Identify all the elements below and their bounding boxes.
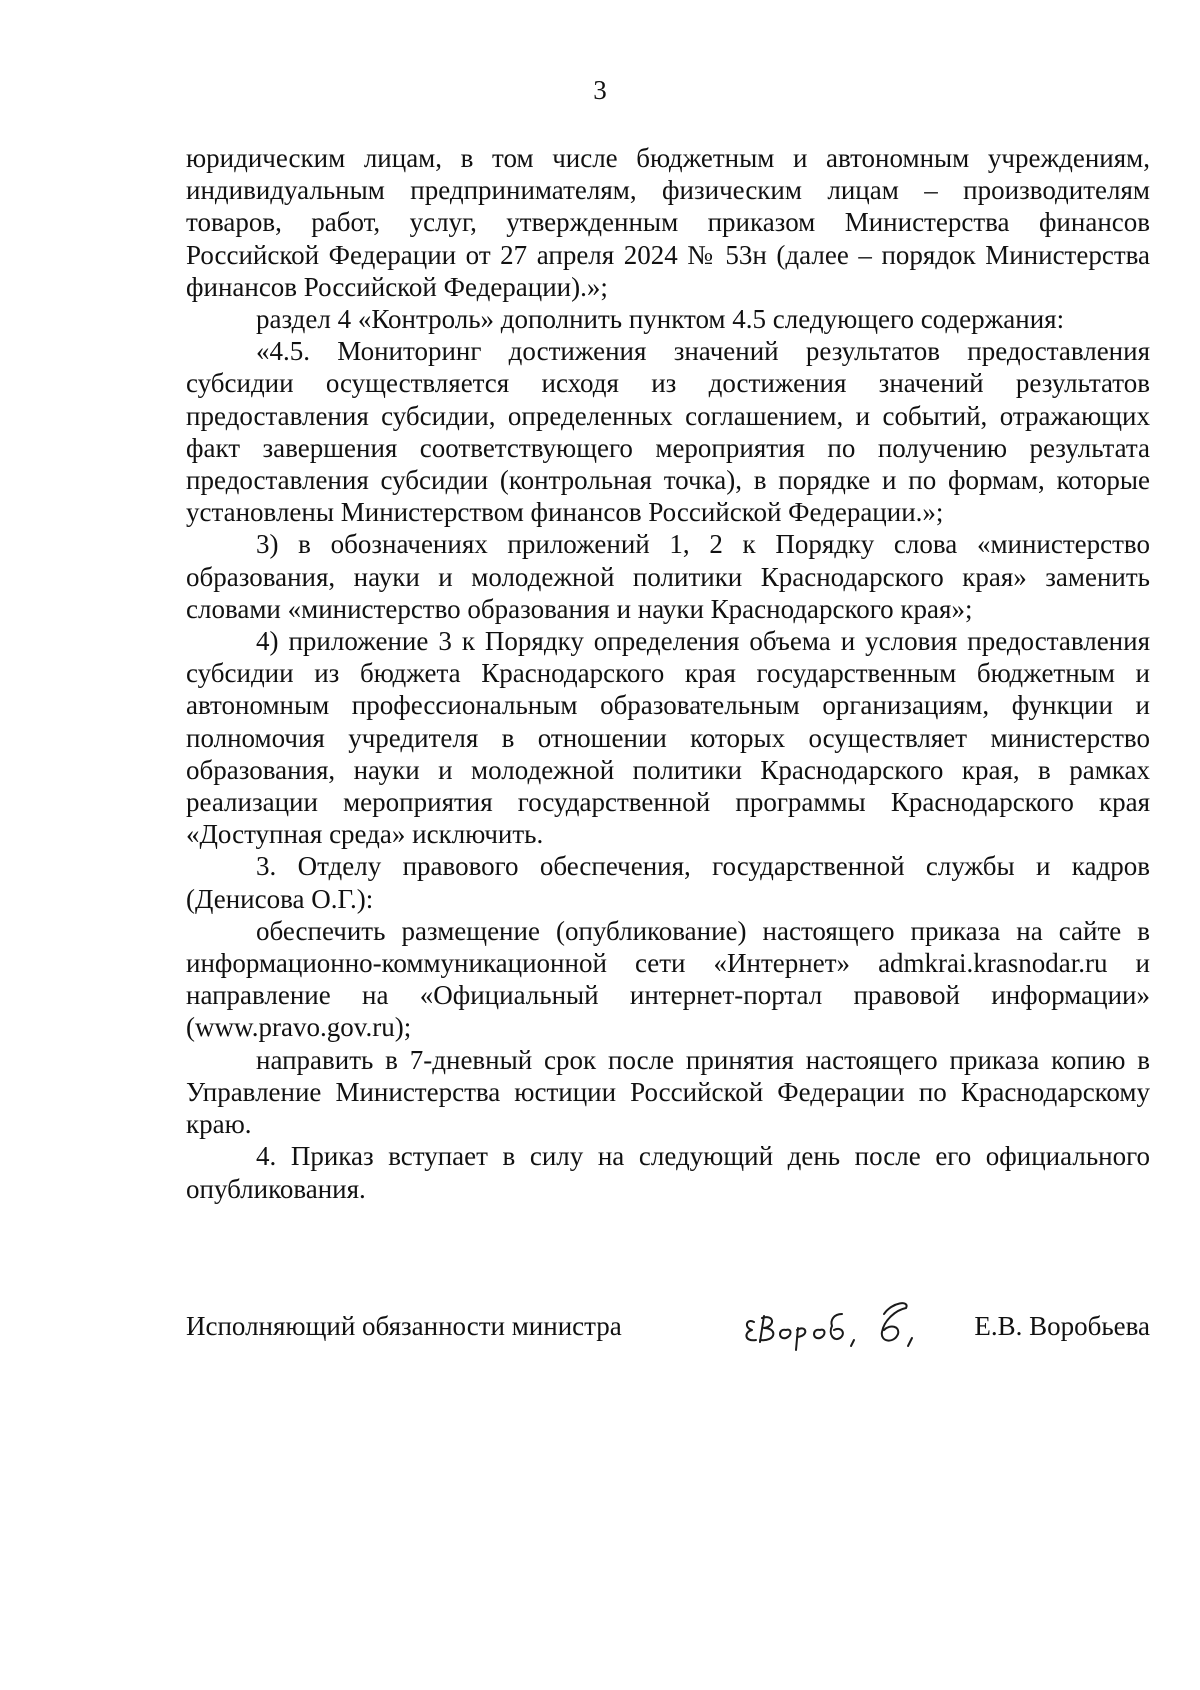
paragraph-subitem-4: 4) приложение 3 к Порядку определения объема и условия предоставления субсидии из бюджета Краснодарского края государственным бюджетным и автономным профессиональным образовательным организациям, функции и полномочия учредителя в отношении которых осуществляет министерство образования, науки и молодежной политики Краснодарского края, в рамках реализации мероприятия государственной программы Краснодарского края «Доступная среда» исключить. bbox=[186, 626, 1150, 850]
paragraph-ministry-of-justice: направить в 7-дневный срок после принятия настоящего приказа копию в Управление Министерства юстиции Российской Федерации по Краснодарскому краю. bbox=[186, 1044, 1150, 1140]
paragraph-continuation: юридическим лицам, в том числе бюджетным и автономным учреждениям, индивидуальным предпринимателям, физическим лицам – производителям товаров, работ, услуг, утвержденным приказом Министерства финансов Российской Федерации от 27 апреля 2024 № 53н (далее – порядок Министерства финансов Российской Федерации).»; bbox=[186, 143, 1150, 302]
page-number: 3 bbox=[593, 75, 607, 105]
paragraph-point-3: 3. Отделу правового обеспечения, государственной службы и кадров (Денисова О.Г.): bbox=[186, 851, 1150, 914]
signature-block bbox=[186, 1298, 1150, 1358]
paragraph-publication: обеспечить размещение (опубликование) настоящего приказа на сайте в информационно-коммуникационной сети «Интернет» admkrai.krasnodar.ru и направление на «Официальный интернет-портал правовой информации» (www.pravo.gov.ru); bbox=[186, 915, 1150, 1043]
document-body bbox=[186, 142, 1150, 1205]
paragraph-item-4-5: «4.5. Мониторинг достижения значений результатов предоставления субсидии осуществляется исходя из достижения значений результатов предоставления субсидии, определенных соглашением, и событий, отражающих факт завершения соответствующего мероприятия по получению результата предоставления субсидии (контрольная точка), в порядке и по формам, которые установлены Министерством финансов Российской Федерации.»; bbox=[186, 336, 1150, 528]
signatory-position: Исполняющий обязанности министра bbox=[186, 1311, 622, 1341]
signatory-name: Е.В. Воробьева bbox=[974, 1311, 1150, 1341]
paragraph-point-4: 4. Приказ вступает в силу на следующий день после его официального опубликования. bbox=[186, 1141, 1150, 1204]
paragraph-subitem-3: 3) в обозначениях приложений 1, 2 к Порядку слова «министерство образования, науки и молодежной политики Краснодарского края» заменить словами «министерство образования и науки Краснодарского края»; bbox=[186, 529, 1150, 624]
handwritten-signature bbox=[734, 1284, 954, 1354]
paragraph-section-4-amendment: раздел 4 «Контроль» дополнить пунктом 4.5 следующего содержания: bbox=[256, 304, 1065, 335]
